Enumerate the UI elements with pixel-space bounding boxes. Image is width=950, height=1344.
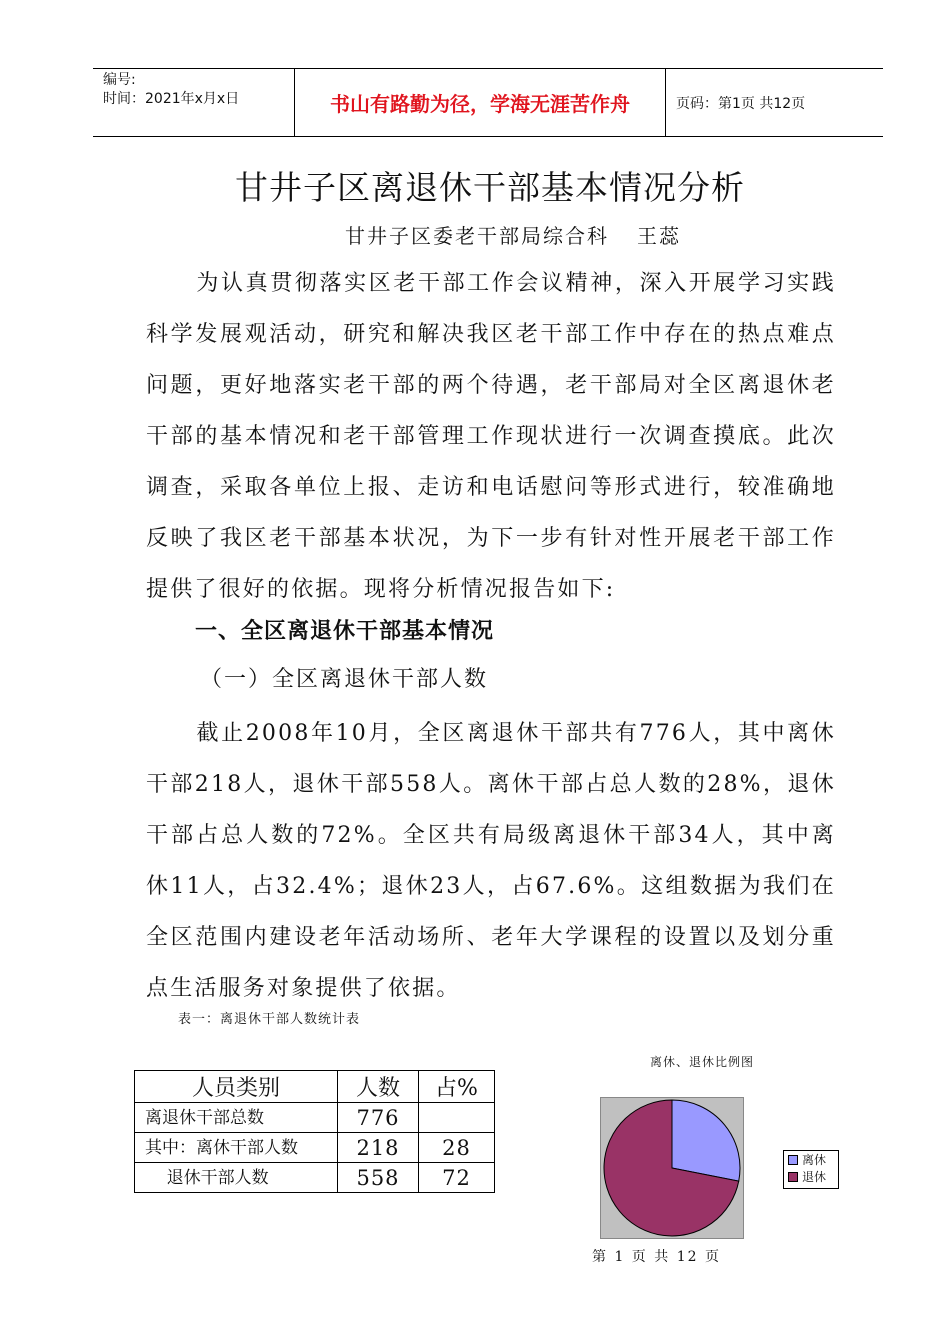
pie-slice-0 [672, 1100, 740, 1181]
table-cell: 其中：离休干部人数 [135, 1133, 338, 1163]
table-cell: 72 [419, 1163, 495, 1193]
table-row [135, 1103, 495, 1133]
table-cell: 离退休干部总数 [135, 1103, 338, 1133]
table-header-row [135, 1071, 495, 1103]
subsection-heading: （一）全区离退休干部人数 [200, 667, 489, 692]
table-cell: 776 [338, 1103, 419, 1133]
legend-label: 退休 [802, 1170, 827, 1184]
author-line [345, 220, 681, 249]
stats-paragraph [146, 708, 836, 1014]
table-header-cell: 人员类别 [135, 1071, 338, 1103]
header-meta [93, 69, 294, 136]
table-header-cell: 人数 [338, 1071, 419, 1103]
author-org: 甘井子区委老干部局综合科 [345, 224, 609, 248]
table-cell: 218 [338, 1133, 419, 1163]
chart-plot-area [600, 1097, 744, 1239]
stats-table [134, 1070, 495, 1193]
table-cell: 28 [419, 1133, 495, 1163]
intro-paragraph [146, 258, 836, 615]
legend-label: 离休 [802, 1153, 827, 1167]
header-page-info: 页码：第1页 共12页 [676, 95, 806, 112]
intro-text: 为认真贯彻落实区老干部工作会议精神，深入开展学习实践科学发展观活动，研究和解决我区老干部工作中存在的热点难点问题，更好地落实老干部的两个待遇，老干部局对全区离退休老干部的基本情况和老干部管理工作现状进行一次调查摸底。此次调查，采取各单位上报、走访和电话慰问等形式进行，较准确地反映了我区老干部基本状况，为下一步有针对性开展老干部工作提供了很好的依据。现将分析情况报告如下: [146, 271, 836, 602]
document-header [93, 68, 883, 137]
table-cell: 退休干部人数 [135, 1163, 338, 1193]
section-heading: 一、全区离退休干部基本情况 [195, 619, 495, 644]
document-title: 甘井子区离退休干部基本情况分析 [235, 168, 745, 207]
chart-title: 离休、退休比例图 [650, 1055, 755, 1069]
table-row [135, 1133, 495, 1163]
pie-chart [601, 1098, 743, 1238]
legend-swatch [788, 1172, 798, 1182]
chart-legend [783, 1150, 839, 1189]
legend-item [784, 1168, 838, 1185]
author-name: 王蕊 [637, 224, 681, 248]
page-footer: 第 1 页 共 12 页 [592, 1249, 721, 1265]
table-cell [419, 1103, 495, 1133]
time-label: 时间：2021年x月x日 [103, 91, 240, 107]
table-header-cell: 占% [419, 1071, 495, 1103]
table-row [135, 1163, 495, 1193]
table-caption: 表一：离退休干部人数统计表 [178, 1012, 361, 1027]
legend-swatch [788, 1155, 798, 1165]
stats-text: 截止2008年10月，全区离退休干部共有776人，其中离休干部218人，退休干部558人。离休干部占总人数的28%，退休干部占总人数的72%。全区共有局级离退休干部34人，其中离休11人，占32.4%；退休23人，占67.6%。这组数据为我们在全区范围内建设老年活动场所、老年大学课程的设置以及划分重点生活服务对象提供了依据。 [146, 721, 836, 1001]
table-cell: 558 [338, 1163, 419, 1193]
legend-item [784, 1151, 838, 1168]
header-slogan: 书山有路勤为径，学海无涯苦作舟 [294, 69, 666, 136]
number-label: 编号: [103, 72, 136, 88]
